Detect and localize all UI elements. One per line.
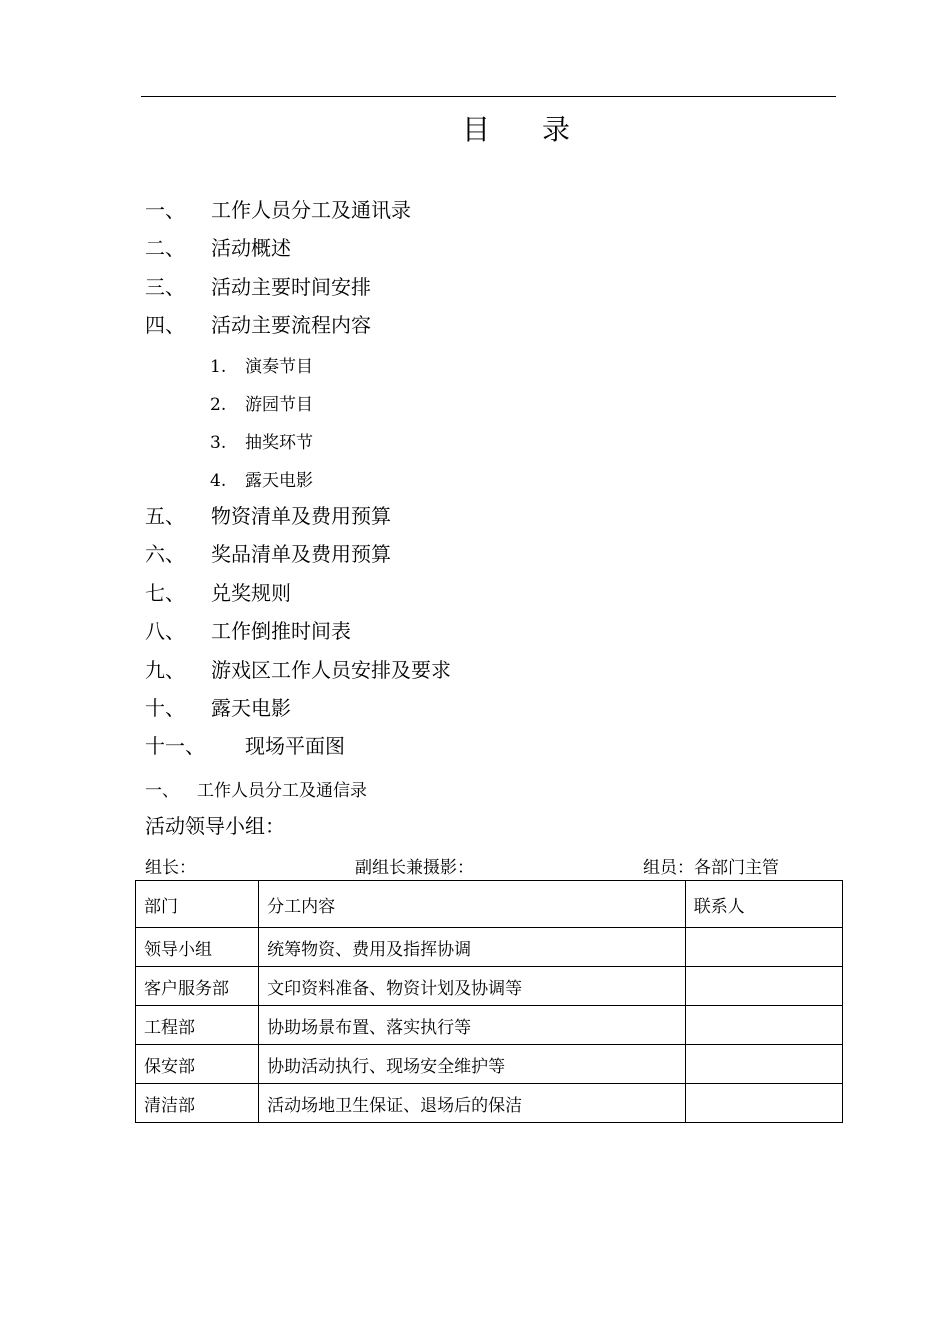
table-cell: 工程部 bbox=[136, 1006, 259, 1045]
table-cell: 协助活动执行、现场安全维护等 bbox=[259, 1045, 686, 1084]
toc-subitem-label: 游园节目 bbox=[245, 395, 313, 415]
table-cell bbox=[685, 1084, 842, 1123]
toc-label: 露天电影 bbox=[211, 696, 291, 720]
table-cell: 清洁部 bbox=[136, 1084, 259, 1123]
toc-number: 二、 bbox=[145, 236, 185, 260]
toc-label: 活动主要时间安排 bbox=[211, 275, 371, 299]
toc-number: 十一、 bbox=[145, 734, 205, 758]
table-row bbox=[136, 1084, 843, 1123]
toc-number: 五、 bbox=[145, 504, 185, 528]
toc-subitem bbox=[210, 393, 313, 417]
table-row bbox=[136, 967, 843, 1006]
toc-item bbox=[145, 617, 351, 645]
leader-label: 组长： bbox=[145, 858, 196, 878]
page-title bbox=[462, 108, 570, 148]
toc-item bbox=[145, 732, 345, 760]
table-header-row bbox=[136, 881, 843, 928]
toc-subitem bbox=[210, 469, 313, 493]
toc-subitem-label: 抽奖环节 bbox=[245, 433, 313, 453]
toc-number: 三、 bbox=[145, 275, 185, 299]
table-cell bbox=[685, 928, 842, 967]
toc-item bbox=[145, 540, 391, 568]
deputy-label: 副组长兼摄影： bbox=[355, 858, 474, 878]
table-cell: 领导小组 bbox=[136, 928, 259, 967]
table-cell bbox=[685, 1006, 842, 1045]
table-row bbox=[136, 1045, 843, 1084]
group-title: 活动领导小组： bbox=[145, 814, 285, 838]
toc-subitem-number: 1. bbox=[210, 357, 227, 377]
table-cell: 客户服务部 bbox=[136, 967, 259, 1006]
toc-item bbox=[145, 234, 291, 262]
toc-number: 九、 bbox=[145, 658, 185, 682]
toc-item bbox=[145, 656, 451, 684]
toc-label: 活动概述 bbox=[211, 236, 291, 260]
toc-subitem-number: 2. bbox=[210, 395, 227, 415]
toc-subitem bbox=[210, 431, 313, 455]
title-char-1: 目 bbox=[462, 113, 491, 146]
section-heading bbox=[145, 776, 367, 801]
column-header: 分工内容 bbox=[259, 881, 686, 928]
table-cell bbox=[685, 967, 842, 1006]
toc-label: 工作人员分工及通讯录 bbox=[211, 198, 411, 222]
toc-item bbox=[145, 196, 411, 224]
toc-label: 活动主要流程内容 bbox=[211, 313, 371, 337]
table-cell: 保安部 bbox=[136, 1045, 259, 1084]
column-header: 联系人 bbox=[685, 881, 842, 928]
toc-number: 七、 bbox=[145, 581, 185, 605]
table-cell: 统筹物资、费用及指挥协调 bbox=[259, 928, 686, 967]
table-cell: 活动场地卫生保证、退场后的保洁 bbox=[259, 1084, 686, 1123]
toc-number: 十、 bbox=[145, 696, 185, 720]
toc-label: 奖品清单及费用预算 bbox=[211, 542, 391, 566]
toc-label: 工作倒推时间表 bbox=[211, 619, 351, 643]
title-char-2: 录 bbox=[542, 113, 571, 146]
toc-number: 六、 bbox=[145, 542, 185, 566]
column-header: 部门 bbox=[136, 881, 259, 928]
toc-item bbox=[145, 273, 371, 301]
toc-number: 一、 bbox=[145, 198, 185, 222]
toc-item bbox=[145, 579, 291, 607]
toc-subitem-label: 演奏节目 bbox=[245, 357, 313, 377]
toc-subitem-number: 4. bbox=[210, 471, 227, 491]
table-cell: 协助场景布置、落实执行等 bbox=[259, 1006, 686, 1045]
staff-table bbox=[135, 880, 843, 1123]
toc-label: 现场平面图 bbox=[245, 734, 345, 758]
toc-subitem-number: 3. bbox=[210, 433, 227, 453]
toc-label: 兑奖规则 bbox=[211, 581, 291, 605]
table-row bbox=[136, 928, 843, 967]
table-cell bbox=[685, 1045, 842, 1084]
section-number: 一、 bbox=[145, 781, 179, 801]
toc-subitem bbox=[210, 355, 313, 379]
toc-label: 物资清单及费用预算 bbox=[211, 504, 391, 528]
toc-number: 四、 bbox=[145, 313, 185, 337]
toc-item bbox=[145, 311, 371, 339]
members-label: 组员：各部门主管 bbox=[643, 858, 779, 878]
table-cell: 文印资料准备、物资计划及协调等 bbox=[259, 967, 686, 1006]
toc-item bbox=[145, 502, 391, 530]
section-title: 工作人员分工及通信录 bbox=[197, 781, 367, 801]
header-rule bbox=[141, 96, 836, 97]
toc-number: 八、 bbox=[145, 619, 185, 643]
table-row bbox=[136, 1006, 843, 1045]
toc-subitem-label: 露天电影 bbox=[245, 471, 313, 491]
toc-item bbox=[145, 694, 291, 722]
toc-label: 游戏区工作人员安排及要求 bbox=[211, 658, 451, 682]
